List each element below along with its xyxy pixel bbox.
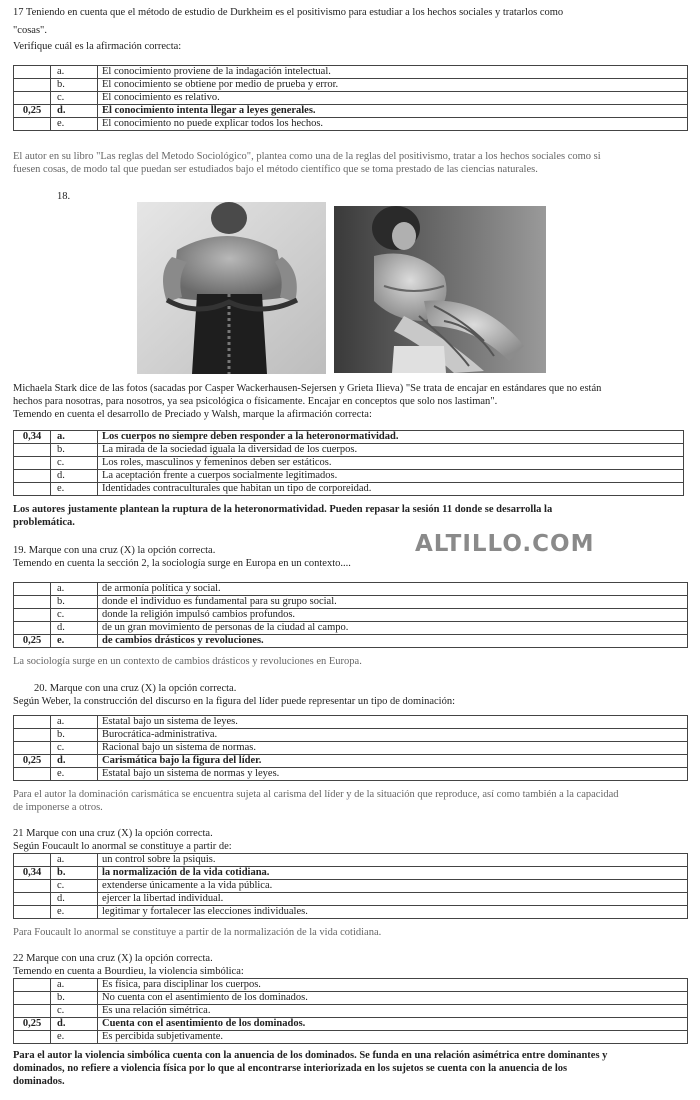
option-score (14, 992, 51, 1005)
option-row (14, 105, 688, 118)
option-row (14, 893, 688, 906)
q19-options-table (13, 582, 688, 648)
option-row (14, 1031, 688, 1044)
option-score: 0,25 (14, 755, 51, 768)
option-text: extenderse únicamente a la vida pública. (98, 880, 688, 893)
option-score (14, 622, 51, 635)
option-score (14, 470, 51, 483)
option-score: 0,34 (14, 867, 51, 880)
option-letter: e. (51, 118, 98, 131)
q21-line2: Según Foucault lo anormal se constituye a partir de: (13, 841, 232, 852)
q21-feedback: Para Foucault lo anormal se constituye a partir de la normalización de la vida cotidiana. (13, 927, 382, 938)
q18-options-table (13, 430, 684, 496)
option-score (14, 979, 51, 992)
option-text: Es una relación simétrica. (98, 1005, 688, 1018)
option-text: donde la religión impulsó cambios profundos. (98, 609, 688, 622)
option-letter: a. (51, 979, 98, 992)
option-score: 0,34 (14, 431, 51, 444)
option-letter: e. (51, 906, 98, 919)
q22-feedback-line3: dominados. (13, 1076, 65, 1087)
option-score (14, 66, 51, 79)
option-text: El conocimiento proviene de la indagación intelectual. (98, 66, 688, 79)
option-row (14, 444, 684, 457)
option-score (14, 880, 51, 893)
option-text: donde el individuo es fundamental para su grupo social. (98, 596, 688, 609)
option-score (14, 79, 51, 92)
option-text: ejercer la libertad individual. (98, 893, 688, 906)
option-row (14, 716, 688, 729)
option-row (14, 470, 684, 483)
option-row (14, 635, 688, 648)
option-score (14, 768, 51, 781)
watermark: ALTILLO.COM (415, 531, 595, 557)
q17-intro-line2: "cosas". (13, 25, 47, 36)
option-row (14, 755, 688, 768)
option-score: 0,25 (14, 1018, 51, 1031)
q18-feedback-line1: Los autores justamente plantean la ruptura de la heteronormatividad. Pueden repasar la sesión 11 donde se desarrolla la (13, 504, 553, 515)
option-row (14, 92, 688, 105)
option-score (14, 742, 51, 755)
option-score (14, 444, 51, 457)
option-row (14, 431, 684, 444)
option-row (14, 1005, 688, 1018)
option-text: Identidades contraculturales que habitan un tipo de corporeidad. (98, 483, 684, 496)
option-letter: e. (51, 635, 98, 648)
q22-line2: Temendo en cuenta a Bourdieu, la violencia simbólica: (13, 966, 244, 977)
option-score (14, 906, 51, 919)
option-row (14, 483, 684, 496)
option-row (14, 742, 688, 755)
option-text: de cambios drásticos y revoluciones. (98, 635, 688, 648)
option-text: Los roles, masculinos y femeninos deben ser estáticos. (98, 457, 684, 470)
option-row (14, 906, 688, 919)
q18-text-line2: hechos para nosotras, para nosotros, ya sea psicológica o físicamente. Encajar en conceptos que solo nos lastiman". (13, 396, 498, 407)
option-letter: d. (51, 893, 98, 906)
option-row (14, 66, 688, 79)
option-text: Es percibida subjetivamente. (98, 1031, 688, 1044)
option-score (14, 716, 51, 729)
option-letter: e. (51, 483, 98, 496)
option-letter: c. (51, 880, 98, 893)
option-score (14, 1005, 51, 1018)
option-text: Los cuerpos no siempre deben responder a la heteronormatividad. (98, 431, 684, 444)
option-score (14, 893, 51, 906)
option-row (14, 979, 688, 992)
option-row (14, 583, 688, 596)
option-score (14, 92, 51, 105)
option-text: Racional bajo un sistema de normas. (98, 742, 688, 755)
q20-line2: Según Weber, la construcción del discurso en la figura del líder puede representar un tipo de dominación: (13, 696, 456, 707)
option-row (14, 729, 688, 742)
option-letter: e. (51, 1031, 98, 1044)
option-text: Burocrática-administrativa. (98, 729, 688, 742)
option-letter: c. (51, 1005, 98, 1018)
option-row (14, 457, 684, 470)
q18-number: 18. (57, 191, 71, 202)
option-letter: a. (51, 583, 98, 596)
q20-options-table (13, 715, 688, 781)
option-text: El conocimiento intenta llegar a leyes generales. (98, 105, 688, 118)
option-text: El conocimiento es relativo. (98, 92, 688, 105)
option-score (14, 457, 51, 470)
option-letter: b. (51, 444, 98, 457)
option-letter: c. (51, 609, 98, 622)
q18-text-line1: Michaela Stark dice de las fotos (sacadas por Casper Wackerhausen-Sejersen y Grieta Ilieva) "Se trata de encajar en estándares que no están (13, 383, 602, 394)
option-score (14, 583, 51, 596)
option-row (14, 622, 688, 635)
q17-feedback-line1: El autor en su libro "Las reglas del Metodo Sociológico", plantea como una de la reglas del positivismo, tratar a los hechos sociales como si (13, 151, 601, 162)
q18-text-line3: Temendo en cuenta el desarrollo de Preciado y Walsh, marque la afirmación correcta: (13, 409, 372, 420)
option-letter: b. (51, 729, 98, 742)
option-letter: b. (51, 596, 98, 609)
option-score (14, 729, 51, 742)
option-row (14, 768, 688, 781)
option-text: Carismática bajo la figura del líder. (98, 755, 688, 768)
option-letter: a. (51, 431, 98, 444)
option-letter: a. (51, 66, 98, 79)
q19-line1: 19. Marque con una cruz (X) la opción correcta. (13, 545, 216, 556)
option-letter: d. (51, 1018, 98, 1031)
option-letter: b. (51, 79, 98, 92)
photo-woman-ropes (334, 206, 546, 373)
q20-line1: 20. Marque con una cruz (X) la opción correcta. (34, 683, 237, 694)
option-row (14, 1018, 688, 1031)
option-letter: d. (51, 622, 98, 635)
q21-options-table (13, 853, 688, 919)
option-text: de armonía política y social. (98, 583, 688, 596)
option-text: un control sobre la psiquis. (98, 854, 688, 867)
option-text: la normalización de la vida cotidiana. (98, 867, 688, 880)
q20-feedback-line2: de imponerse a otros. (13, 802, 103, 813)
option-score: 0,25 (14, 635, 51, 648)
option-text: El conocimiento se obtiene por medio de prueba y error. (98, 79, 688, 92)
option-row (14, 880, 688, 893)
option-row (14, 118, 688, 131)
q17-feedback-line2: fuesen cosas, de modo tal que puedan ser estudiados bajo el método científico que se toma prestado de las ciencias naturales. (13, 164, 538, 175)
option-text: El conocimiento no puede explicar todos los hechos. (98, 118, 688, 131)
option-letter: d. (51, 105, 98, 118)
option-row (14, 596, 688, 609)
option-score (14, 1031, 51, 1044)
option-letter: c. (51, 742, 98, 755)
q17-prompt: Verifique cuál es la afirmación correcta: (13, 41, 182, 52)
q17-intro-line1: 17 Teniendo en cuenta que el método de estudio de Durkheim es el positivismo para estudiar a los hechos sociales y tratarlos como (13, 7, 564, 18)
option-row (14, 992, 688, 1005)
option-score (14, 854, 51, 867)
option-letter: e. (51, 768, 98, 781)
option-text: de un gran movimiento de personas de la ciudad al campo. (98, 622, 688, 635)
option-letter: b. (51, 867, 98, 880)
option-letter: d. (51, 755, 98, 768)
option-row (14, 79, 688, 92)
option-letter: c. (51, 457, 98, 470)
option-score (14, 483, 51, 496)
option-letter: a. (51, 854, 98, 867)
q22-feedback-line1: Para el autor la violencia simbólica cuenta con la anuencia de los dominados. Se funda en una relación asimétrica entre dominantes y (13, 1050, 608, 1061)
option-score (14, 118, 51, 131)
q18-feedback-line2: problemática. (13, 517, 75, 528)
option-letter: d. (51, 470, 98, 483)
option-text: Cuenta con el asentimiento de los dominados. (98, 1018, 688, 1031)
option-score (14, 609, 51, 622)
q22-feedback-line2: dominados, no refiere a violencia física por lo que al encontrarse interiorizada en los sujetos se cuenta con la anuencia de los (13, 1063, 568, 1074)
option-letter: b. (51, 992, 98, 1005)
option-letter: c. (51, 92, 98, 105)
option-row (14, 609, 688, 622)
q19-line2: Temendo en cuenta la sección 2, la sociología surge en Europa en un contexto.... (13, 558, 351, 569)
option-text: La mirada de la sociedad iguala la diversidad de los cuerpos. (98, 444, 684, 457)
option-text: Estatal bajo un sistema de normas y leyes. (98, 768, 688, 781)
option-text: Estatal bajo un sistema de leyes. (98, 716, 688, 729)
option-row (14, 854, 688, 867)
q22-line1: 22 Marque con una cruz (X) la opción correcta. (13, 953, 213, 964)
option-row (14, 867, 688, 880)
option-letter: a. (51, 716, 98, 729)
option-text: No cuenta con el asentimiento de los dominados. (98, 992, 688, 1005)
option-score: 0,25 (14, 105, 51, 118)
q19-feedback: La sociología surge en un contexto de cambios drásticos y revoluciones en Europa. (13, 656, 362, 667)
photo-man-corset (137, 202, 326, 374)
option-score (14, 596, 51, 609)
option-text: La aceptación frente a cuerpos socialmente legitimados. (98, 470, 684, 483)
option-text: Es física, para disciplinar los cuerpos. (98, 979, 688, 992)
q21-line1: 21 Marque con una cruz (X) la opción correcta. (13, 828, 213, 839)
q17-options-table (13, 65, 688, 131)
q22-options-table (13, 978, 688, 1044)
option-text: legitimar y fortalecer las elecciones individuales. (98, 906, 688, 919)
q20-feedback-line1: Para el autor la dominación carismática se encuentra sujeta al carisma del líder y de la situación que reproduce, así como también a la capacidad (13, 789, 619, 800)
